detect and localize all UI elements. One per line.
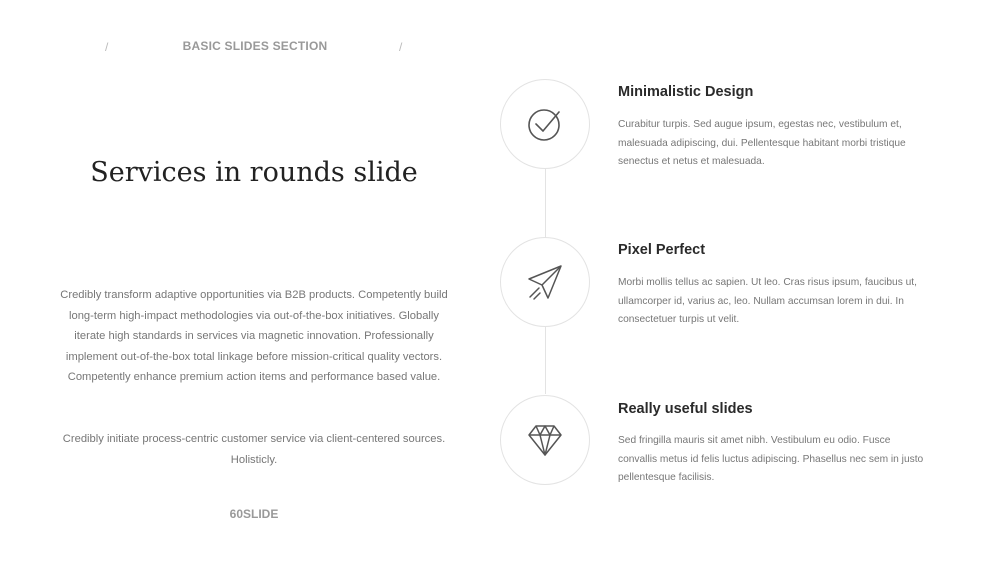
slide-number-label: SLIDE bbox=[243, 507, 279, 521]
feature-title: Really useful slides bbox=[618, 401, 753, 417]
feature-circle-useful-slides bbox=[500, 395, 590, 485]
paper-plane-icon bbox=[526, 263, 564, 301]
body-paragraph-2: Credibly initiate process-centric customer service via client-centered sources. Holisticly. bbox=[62, 433, 446, 466]
feature-description: Sed fringilla mauris sit amet nibh. Vestibulum eu odio. Fusce convallis metus id felis luctus adipiscing. Phasellus nec sem in justo pellentesque facilisis. bbox=[618, 435, 924, 483]
slide-number-value: 60 bbox=[229, 507, 243, 521]
section-label: BASIC SLIDES SECTION bbox=[182, 39, 328, 53]
body-paragraph-1: Credibly transform adaptive opportunities via B2B products. Competently build long-term high-impact methodologies via out-of-the-box initiatives. Globally iterate high standards in services via magnetic innovation. Professionally implement out-of-the-box total linkage before mission-critical quality vectors. Competently enhance premium action items and performance based value. bbox=[60, 289, 448, 383]
slide-title: Services in rounds slide bbox=[90, 157, 418, 188]
feature-description: Curabitur turpis. Sed augue ipsum, egestas nec, vestibulum et, malesuada adipiscing, dui. Pellentesque habitant morbi tristique senectus et netus et malesuada. bbox=[618, 119, 906, 167]
decorative-slash-left: / bbox=[105, 40, 109, 54]
slide-number bbox=[154, 507, 354, 521]
diamond-icon bbox=[526, 421, 564, 459]
feature-title: Minimalistic Design bbox=[618, 84, 754, 100]
checkmark-circle-icon bbox=[526, 105, 564, 143]
feature-circle-minimalistic bbox=[500, 79, 590, 169]
feature-description: Morbi mollis tellus ac sapien. Ut leo. Cras risus ipsum, faucibus ut, ullamcorper id, varius ac, leo. Nullam accumsan lorem in dui. In consectetuer turpis ut velit. bbox=[618, 277, 917, 325]
feature-circle-pixel-perfect bbox=[500, 237, 590, 327]
decorative-slash-right: / bbox=[399, 40, 403, 54]
feature-title: Pixel Perfect bbox=[618, 242, 706, 258]
